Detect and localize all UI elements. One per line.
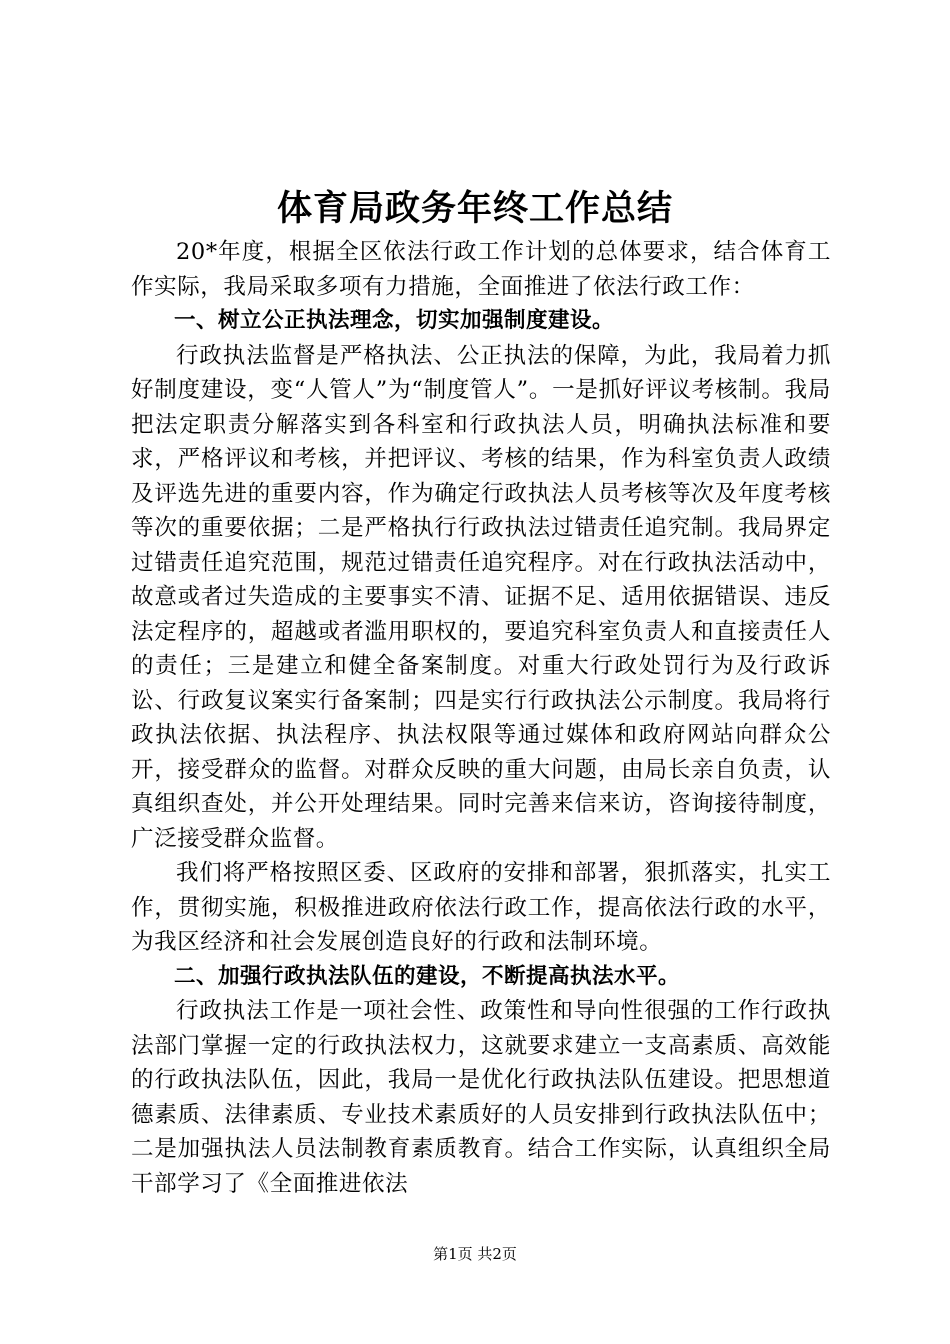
section-1-paragraph-2: 我们将严格按照区委、区政府的安排和部署，狠抓落实，扎实工作，贯彻实施，积极推进政府依法行政工作，提高依法行政的水平，为我区经济和社会发展创造良好的行政和法制环境。 — [131, 860, 831, 955]
page-number-footer: 第1页 共2页 — [433, 1245, 517, 1263]
intro-paragraph: 20*年度，根据全区依法行政工作计划的总体要求，结合体育工作实际，我局采取多项有力措施，全面推进了依法行政工作： — [131, 239, 831, 300]
section-1-paragraph-1: 行政执法监督是严格执法、公正执法的保障，为此，我局着力抓好制度建设，变“人管人”为“制度管人”。一是抓好评议考核制。我局把法定职责分解落实到各科室和行政执法人员，明确执法标准和要求，严格评议和考核，并把评议、考核的结果，作为科室负责人政绩及评选先进的重要内容，作为确定行政执法人员考核等次及年度考核等次的重要依据；二是严格执行行政执法过错责任追究制。我局界定过错责任追究范围，规范过错责任追究程序。对在行政执法活动中，故意或者过失造成的主要事实不清、证据不足、适用依据错误、违反法定程序的，超越或者滥用职权的，要追究科室负责人和直接责任人的责任；三是建立和健全备案制度。对重大行政处罚行为及行政诉讼、行政复议案实行备案制；四是实行行政执法公示制度。我局将行政执法依据、执法程序、执法权限等通过媒体和政府网站向群众公开，接受群众的监督。对群众反映的重大问题，由局长亲自负责，认真组织查处，并公开处理结果。同时完善来信来访，咨询接待制度，广泛接受群众监督。 — [131, 342, 831, 852]
section-heading-2: 二、加强行政执法队伍的建设，不断提高执法水平。 — [174, 963, 681, 989]
document-title: 体育局政务年终工作总结 — [276, 189, 673, 229]
section-2-paragraph-1: 行政执法工作是一项社会性、政策性和导向性很强的工作行政执法部门掌握一定的行政执法权力，这就要求建立一支高素质、高效能的行政执法队伍，因此，我局一是优化行政执法队伍建设。把思想道德素质、法律素质、专业技术素质好的人员安排到行政执法队伍中；二是加强执法人员法制教育素质教育。结合工作实际，认真组织全局干部学习了《全面推进依法 — [131, 998, 831, 1197]
document-body — [131, 235, 831, 1201]
section-heading-1: 一、树立公正执法理念，切实加强制度建设。 — [174, 308, 615, 333]
